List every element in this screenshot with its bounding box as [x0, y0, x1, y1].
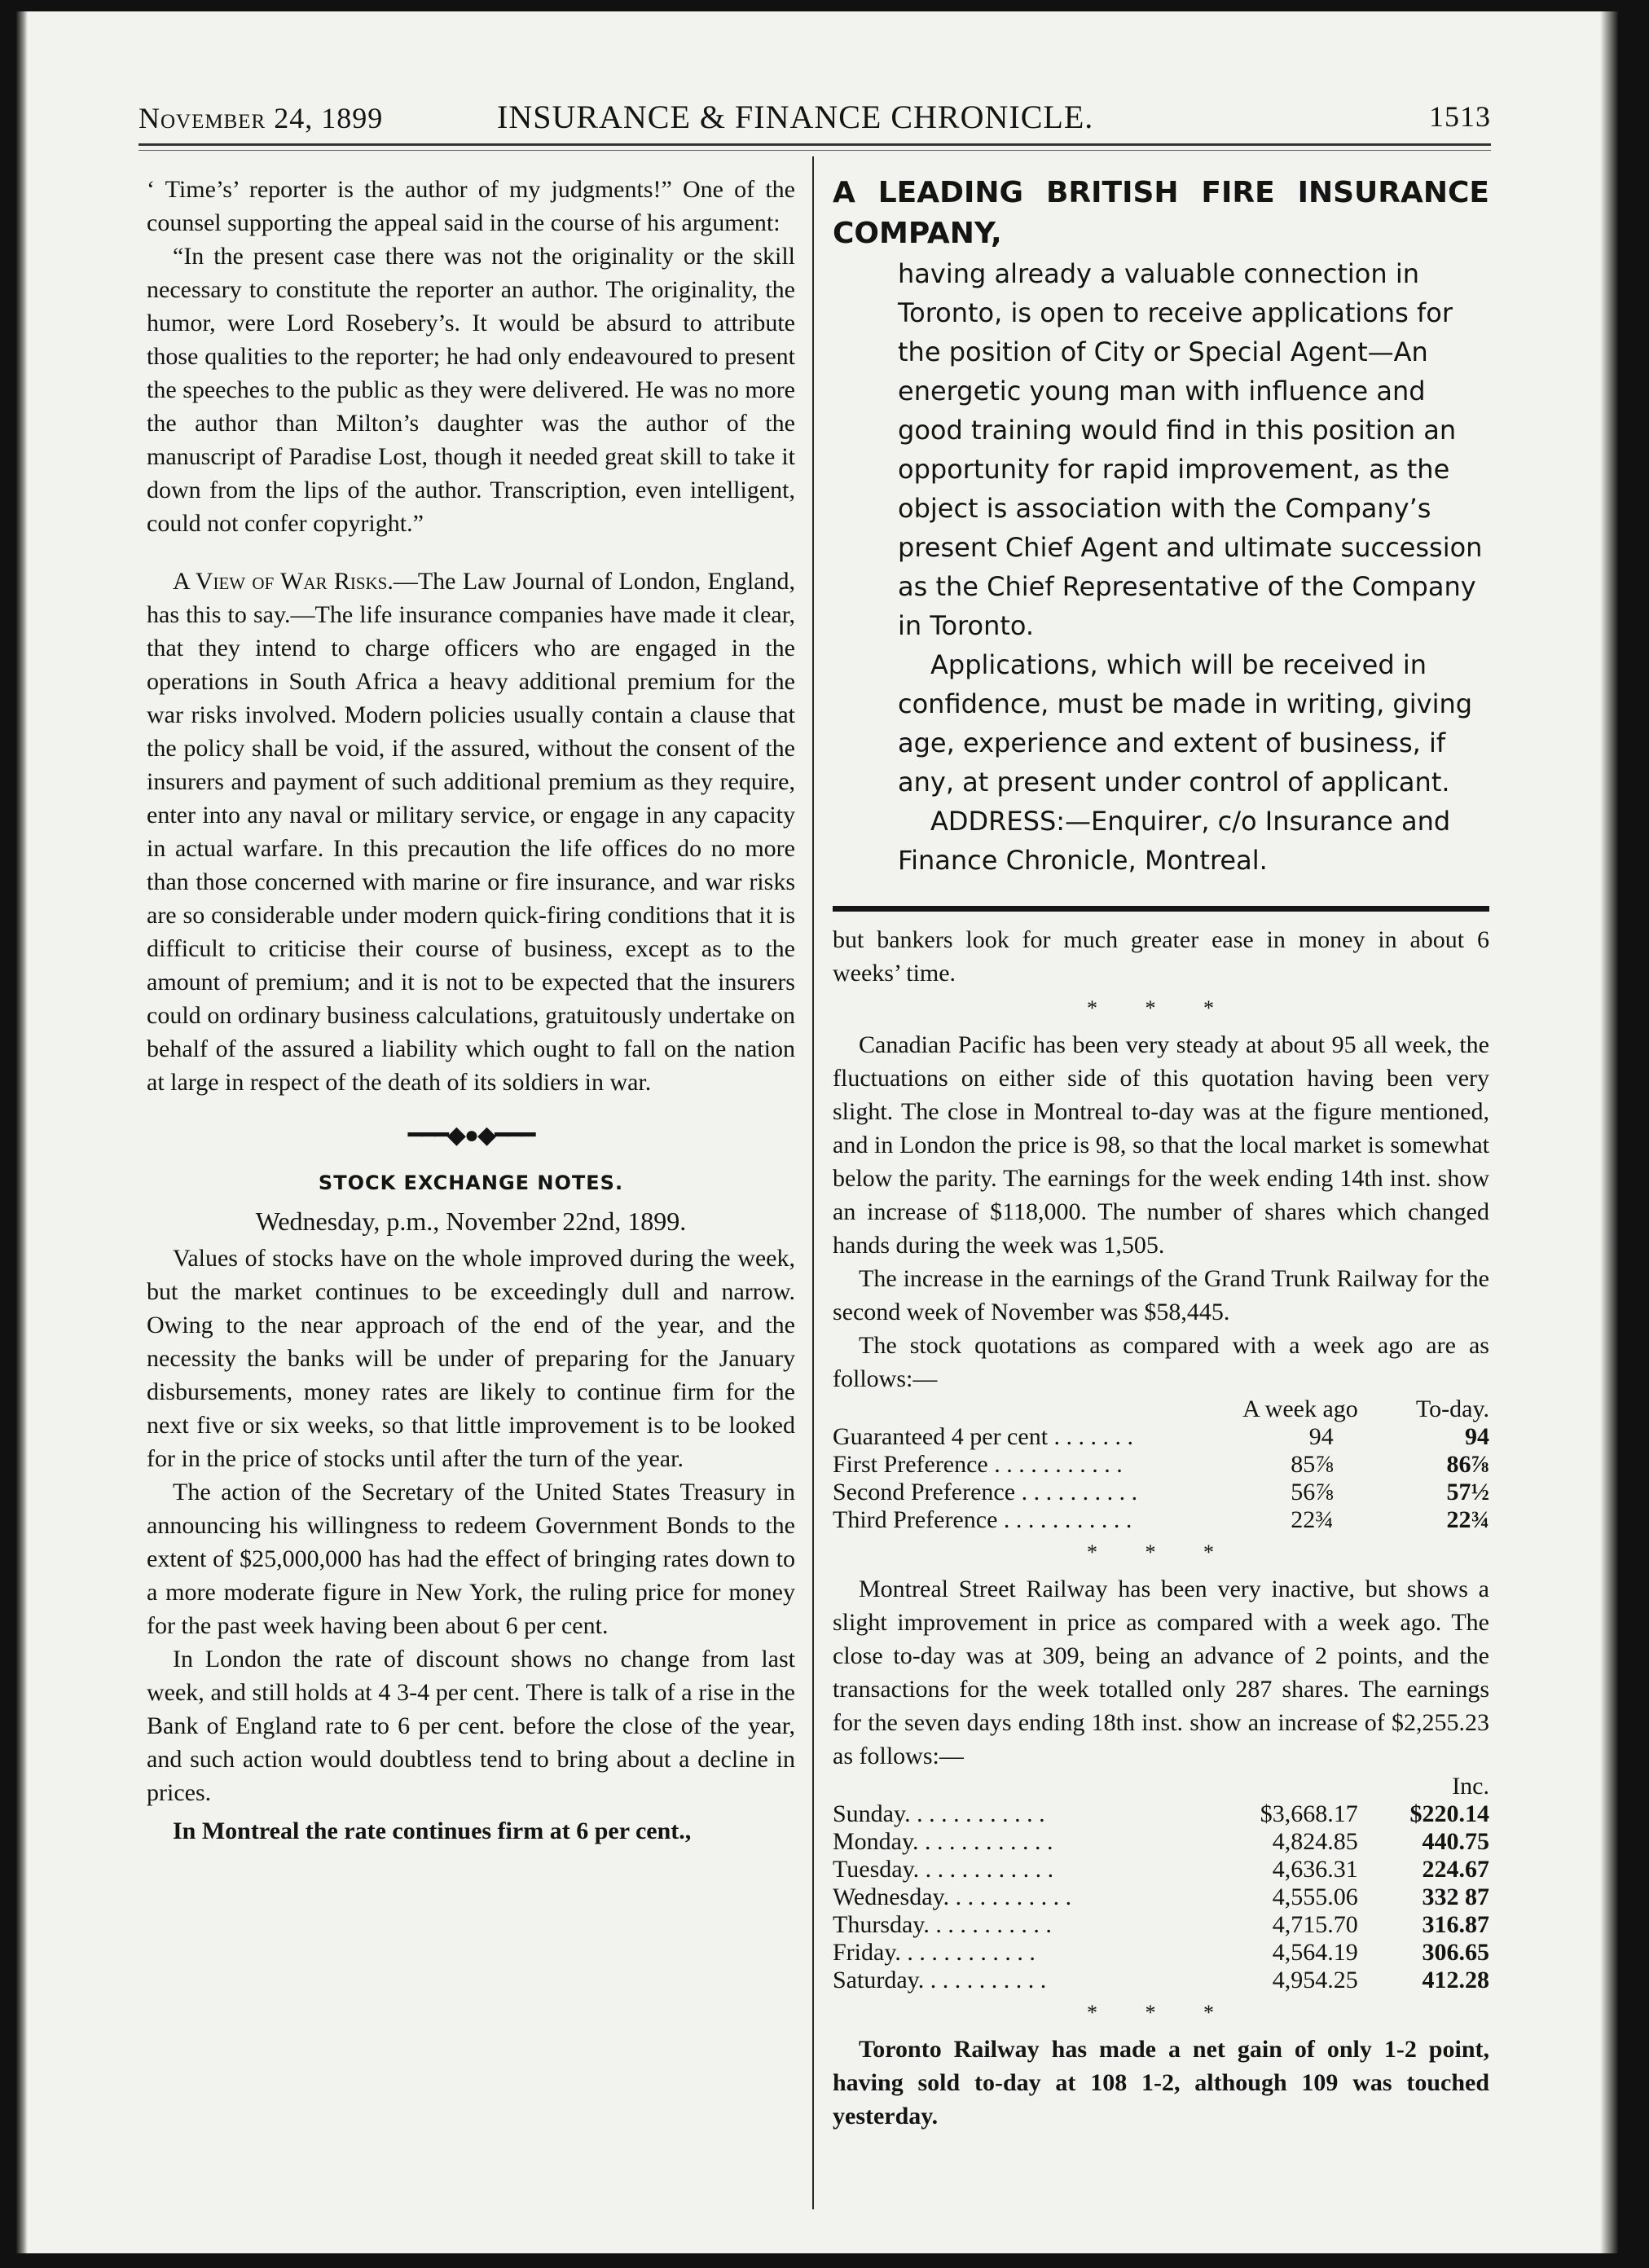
earnings-increase: 316.87 [1422, 1911, 1489, 1938]
paragraph: The stock quotations as compared with a week ago are as follows:— [833, 1332, 1489, 1392]
ad-address: ADDRESS:—Enquirer, c/o Insurance and Finance Chronicle, Montreal. [898, 806, 1451, 876]
war-risks-body: —The Law Journal of London, England, has this to say.—The life insurance companies have made it clear, that they intend to charge officers who are engaged in the operations in South Africa a heavy additional premium for the war risks involved. Modern policies usually contain a clause that the policy shall be void, if the assured, without the consent of the insurers and payment of such additional premium as they require, enter into any naval or military service, or engage in any capacity in actual warfare. In this precaution the life offices do no more than those concerned with marine or fire insurance, and war risks are so considerable under modern quick-firing conditions that it is difficult to criticise their course of business, except as to the amount of premium; and it is not to be expected that the insurers could on ordinary business calculations, gratuitously undertake on behalf of the assured a liability which ought to fall on the nation at large in respect of the death of its soldiers in war. [147, 568, 795, 1096]
table-header-row [833, 1773, 1489, 1800]
ad-paragraph: having already a valuable connection in Toronto, is open to receive applications for the position of City or Special Agent—An energetic young man with influence and good training would find in this position an opportunity for rapid improvement, as the object is association with the Company’s present Chief Agent and ultimate succession as the Chief Representative of the Company in Toronto. [898, 258, 1483, 641]
row-label: Second Preference [833, 1479, 1016, 1505]
table-header-row [833, 1396, 1489, 1423]
paragraph: Montreal Street Railway has been very inactive, but shows a slight improvement in price as compared with a week ago. The close to-day was at 309, being an advance of 2 points, and the transactions for the week totalled only 287 shares. The earnings for the seven days ending 18th inst. show an increase of $2,255.23 as follows:— [833, 1576, 1489, 1769]
earnings-amount: 4,824.85 [1272, 1828, 1358, 1855]
row-label: Saturday [833, 1967, 918, 1993]
scan-edge-left [16, 11, 28, 2253]
leader-dots: . . . . . . . . . . . . [912, 1856, 1054, 1883]
earnings-increase: 440.75 [1422, 1828, 1489, 1855]
table-row [833, 1883, 1489, 1911]
earnings-increase: 224.67 [1422, 1856, 1489, 1883]
column-header: A week ago [1242, 1396, 1358, 1422]
table-row [833, 1856, 1489, 1883]
right-column [833, 173, 1489, 2133]
row-label: Guaranteed 4 per cent [833, 1423, 1049, 1450]
row-label: Third Preference [833, 1506, 998, 1533]
row-label: Tuesday [833, 1856, 913, 1883]
ad-rule-thick [833, 906, 1489, 912]
earnings-table [833, 1773, 1489, 1994]
left-column [147, 173, 795, 1848]
earnings-amount: 4,636.31 [1272, 1856, 1358, 1883]
paragraph: In London the rate of discount shows no change from last week, and still holds at 4 3-4 per cent. There is talk of a rise in the Bank of England rate to 6 per cent. before the close of the year, and such action would doubtless tend to bring about a decline in prices. [147, 1646, 795, 1806]
asterism: * * * [1087, 996, 1235, 1020]
paragraph: Toronto Railway has made a net gain of only 1-2 point, having sold to-day at 108 1-2, although 109 was touched yesterday. [833, 2036, 1489, 2130]
table-row [833, 1967, 1489, 1994]
value-today: 22¾ [1446, 1506, 1489, 1533]
earnings-increase: $220.14 [1409, 1800, 1489, 1827]
advertisement [833, 173, 1489, 912]
column-divider [812, 156, 814, 2209]
column-header: Inc. [1452, 1773, 1489, 1800]
value-today: 57½ [1446, 1479, 1489, 1505]
value-week-ago: 94 [1308, 1423, 1334, 1450]
ornament-divider: ━━━◆●◆━━━ [407, 1122, 534, 1149]
value-today: 94 [1465, 1423, 1489, 1450]
ad-paragraph: Applications, which will be received in confidence, must be made in writing, giving age, experience and extent of business, if any, at present under control of applicant. [898, 649, 1473, 798]
table-row [833, 1939, 1489, 1967]
page-number: 1513 [1429, 100, 1491, 133]
leader-dots: . . . . . . . [1053, 1423, 1134, 1450]
row-label: Wednesday [833, 1883, 943, 1910]
scan-edge-right [1600, 11, 1618, 2253]
leader-dots: . . . . . . . . . . . [1003, 1506, 1132, 1533]
dateline: Wednesday, p.m., November 22nd, 1899. [255, 1207, 687, 1236]
leader-dots: . . . . . . . . . . [1021, 1479, 1138, 1505]
leader-dots: . . . . . . . . . . . . [904, 1800, 1045, 1827]
table-row [833, 1800, 1489, 1828]
value-week-ago: 85⅞ [1291, 1451, 1334, 1478]
page-sheet [16, 11, 1618, 2253]
asterism: * * * [1087, 1541, 1235, 1564]
header-title: INSURANCE & FINANCE CHRONICLE. [497, 99, 1094, 135]
leader-dots: . . . . . . . . . . . [923, 1911, 1052, 1938]
earnings-increase: 412.28 [1422, 1967, 1489, 1993]
ad-title: A LEADING BRITISH FIRE INSURANCE COMPANY, [833, 176, 1489, 250]
row-label: First Preference [833, 1451, 988, 1478]
earnings-increase: 332 87 [1422, 1883, 1489, 1910]
paragraph: ‘ Time’s’ reporter is the author of my judgments!” One of the counsel supporting the appeal said in the course of his argument: [147, 176, 795, 236]
row-label: Thursday [833, 1911, 924, 1938]
leader-dots: . . . . . . . . . . . [943, 1883, 1072, 1910]
section-title: STOCK EXCHANGE NOTES. [318, 1171, 624, 1194]
paragraph: The increase in the earnings of the Grand Trunk Railway for the second week of November was $58,445. [833, 1265, 1489, 1325]
paragraph: The action of the Secretary of the United States Treasury in announcing his willingness to redeem Government Bonds to the extent of $25,000,000 has had the effect of bringing rates down to a more moderate figure in New York, the ruling price for money for the past week having been about 6 per cent. [147, 1479, 795, 1639]
value-week-ago: 56⅞ [1291, 1479, 1334, 1505]
paragraph: Canadian Pacific has been very steady at about 95 all week, the fluctuations on either side of this quotation having been very slight. The close in Montreal to-day was at the figure mentioned, and in London the price is 98, so that the local market is somewhat below the parity. The earnings for the week ending 14th inst. show an increase of $118,000. The number of shares which changed hands during the week was 1,505. [833, 1031, 1489, 1259]
paragraph: but bankers look for much greater ease in money in about 6 weeks’ time. [833, 926, 1489, 987]
leader-dots: . . . . . . . . . . . . [895, 1939, 1036, 1966]
value-week-ago: 22¾ [1291, 1506, 1334, 1533]
earnings-amount: $3,668.17 [1260, 1800, 1358, 1827]
row-label: Friday [833, 1939, 895, 1966]
table-row [833, 1479, 1489, 1506]
table-row [833, 1911, 1489, 1939]
asterism: * * * [1087, 2001, 1235, 2024]
war-risks-paragraph [147, 565, 795, 1099]
paragraph: Values of stocks have on the whole improved during the week, but the market continues to be exceedingly dull and narrow. Owing to the near approach of the end of the year, and the necessity the banks will be under of preparing for the January disbursements, money rates are likely to continue firm for the next five or six weeks, so that little improvement is to be looked for in the price of stocks until after the turn of the year. [147, 1245, 795, 1472]
running-header [139, 93, 1491, 138]
war-risks-title: A View of War Risks. [173, 568, 394, 595]
earnings-amount: 4,954.25 [1272, 1967, 1358, 1993]
header-rule-thin [139, 150, 1491, 151]
table-row [833, 1451, 1489, 1479]
leader-dots: . . . . . . . . . . . . [912, 1828, 1053, 1855]
table-row [833, 1828, 1489, 1856]
header-date: November 24, 1899 [139, 102, 384, 134]
ad-body [898, 254, 1489, 880]
row-label: Monday [833, 1828, 913, 1855]
header-rule [139, 143, 1491, 146]
leader-dots: . . . . . . . . . . . [994, 1451, 1123, 1478]
paragraph: “In the present case there was not the originality or the skill necessary to constitute the reporter an author. The originality, the humor, were Lord Rosebery’s. It would be absurd to attribute those qualities to the reporter; he had only endeavoured to present the speeches to the public as they were delivered. He was no more the author than Milton’s daughter was the author of the manuscript of Paradise Lost, though it needed great skill to take it down from the lips of the author. Transcription, even intelligent, could not confer copyright.” [147, 243, 795, 537]
leader-dots: . . . . . . . . . . . [917, 1967, 1047, 1993]
row-label: Sunday [833, 1800, 905, 1827]
paragraph: In Montreal the rate continues firm at 6 per cent., [173, 1817, 692, 1844]
earnings-amount: 4,555.06 [1272, 1883, 1358, 1910]
earnings-amount: 4,564.19 [1272, 1939, 1358, 1966]
value-today: 86⅞ [1446, 1451, 1489, 1478]
stock-quotes-table [833, 1396, 1489, 1534]
table-row [833, 1506, 1489, 1534]
earnings-amount: 4,715.70 [1272, 1911, 1358, 1938]
earnings-increase: 306.65 [1422, 1939, 1489, 1966]
column-header: To-day. [1415, 1396, 1489, 1422]
table-row [833, 1423, 1489, 1451]
